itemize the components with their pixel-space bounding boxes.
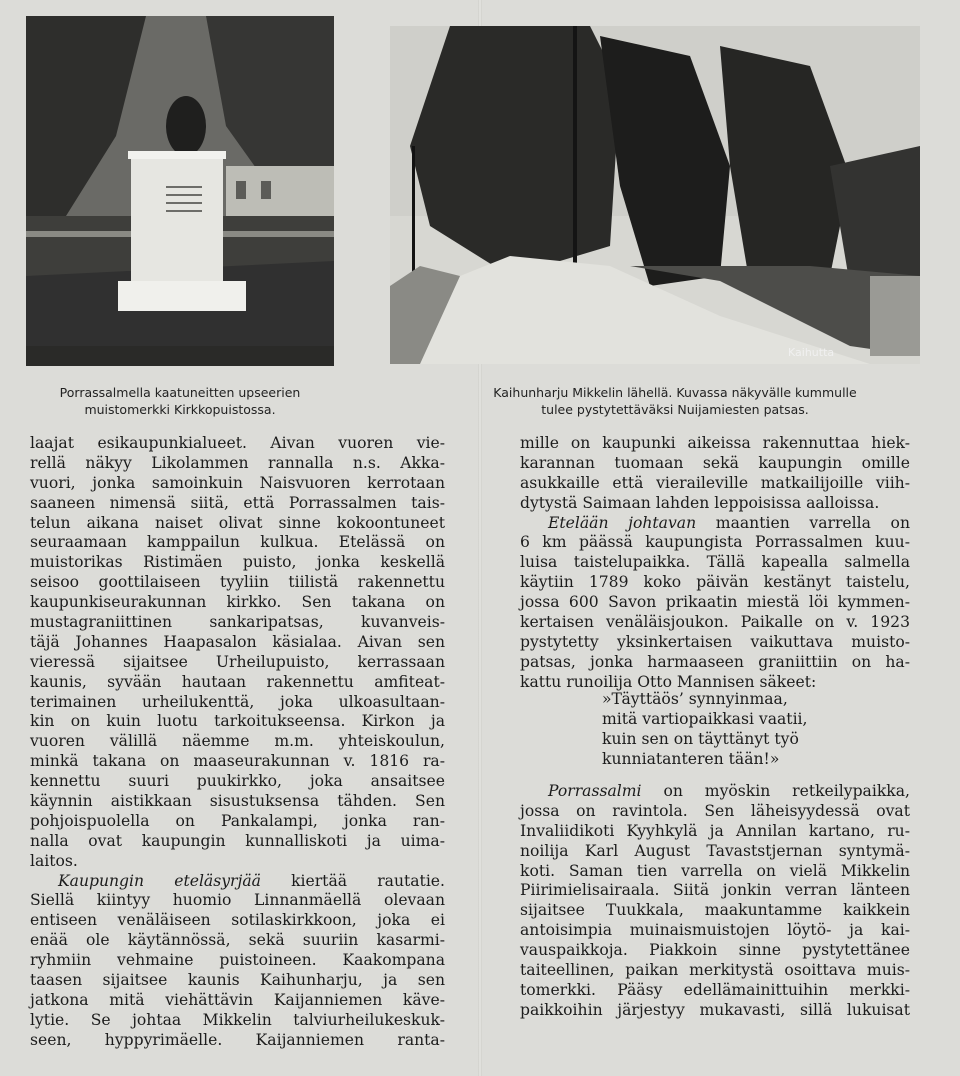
caption-line: Kaihunharju Mikkelin lähellä. Kuvassa näkyvälle kummulle (493, 385, 857, 400)
caption-line: Porrassalmella kaatuneitten upseerien (59, 385, 301, 400)
right-text-column (520, 434, 910, 693)
text-line: taiteellinen, paikan merkitystä osoittava muis- (520, 961, 910, 980)
text-line: luisa taistelupaikka. Tällä kapealla salmella (520, 553, 910, 572)
caption-line: tulee pystytettäväksi Nuijamiesten patsas. (541, 402, 809, 417)
text-line: pohjoispuolella on Pankalampi, jonka ran- (30, 811, 445, 830)
text-line: patsas, jonka harmaaseen graniittiin on ha- (520, 652, 910, 671)
text-line: vieressä sijaitsee Urheilupuisto, kerrassaan (30, 652, 445, 671)
text-fragment: on myöskin retkeilypaikka, (641, 782, 910, 800)
text-line: telun aikana naiset olivat sinne kokoontuneet (30, 513, 445, 532)
text-line: Siellä kiintyy huomio Linnanmäellä olevaan (30, 891, 445, 910)
text-line: laajat esikaupunkialueet. Aivan vuoren vie- (30, 434, 445, 452)
text-line: seen, hyppyrimäelle. Kaijanniemen ranta- (30, 1030, 445, 1049)
text-line: entiseen venäläiseen sotilaskirkkoon, joka ei (30, 911, 445, 930)
text-line: jossa on ravintola. Sen läheisyydessä ovat (520, 801, 910, 820)
text-line: ryhmiin vehmaine puistoineen. Kaakompana (30, 951, 445, 970)
text-line: 6 km päässä kaupungista Porrassalmen kuu- (520, 533, 910, 552)
text-line: koti. Saman tien varrella on vielä Mikkelin (520, 861, 910, 880)
text-line: antoisimpia muinaismuistojen löytö- ja kai- (520, 921, 910, 940)
text-line: Piirimielisairaala. Siitä jonkin verran länteen (520, 881, 910, 900)
text-line: sijaitsee Tuukkala, maakuntamme kaikkein (520, 901, 910, 920)
italic-lead-line (30, 872, 445, 892)
text-line: saaneen nimensä siitä, että Porrassalmen tais- (30, 493, 445, 512)
text-line: dytystä Saimaan lahden leppoisissa aalloissa. (520, 493, 880, 512)
poem-quote (602, 690, 902, 770)
text-line: seuraamaan kamppailun kulkua. Etelässä on (30, 533, 445, 552)
text-line: nalla ovat kaupungin kunnalliskoti ja uima- (30, 831, 445, 850)
text-line: käynnin aistikkaan sisustuksensa tähden. Sen (30, 792, 445, 811)
ridge-road-image (390, 26, 920, 364)
text-line: jatkona mitä viehättävin Kaijanniemen käve- (30, 990, 445, 1009)
text-line: laitos. (30, 851, 78, 870)
right-text-column-lower (520, 782, 910, 1021)
text-line: tomerkki. Pääsy edellämainittuihin merkki- (520, 980, 910, 999)
italic-phrase: Kaupungin eteläsyrjää (58, 871, 261, 890)
text-line: taasen sijaitsee kaunis Kaihunharju, ja sen (30, 971, 445, 990)
text-line: paikkoihin järjestyy mukavasti, sillä lukuisat (520, 1000, 910, 1019)
text-line: kennettu suuri puukirkko, joka ansaitsee (30, 772, 445, 791)
text-line: kattu runoilija Otto Mannisen säkeet: (520, 672, 817, 691)
memorial-image (26, 16, 334, 366)
text-line: kaunis, syvään hautaan rakennettu amfiteat- (30, 672, 445, 691)
text-line: vuoren välillä näemme m.m. yhteiskoulun, (30, 732, 445, 751)
text-line: terimainen urheilukenttä, joka ulkoasultaan- (30, 692, 445, 711)
left-text-column (30, 434, 445, 1051)
text-line: rellä näkyy Likolammen rannalla n.s. Akka- (30, 453, 445, 472)
text-line: täjä Johannes Haapasalon käsialaa. Aivan sen (30, 632, 445, 651)
text-line: mille on kaupunki aikeissa rakennuttaa hiek- (520, 434, 910, 452)
text-line: käytiin 1789 koko päivän kestänyt taistelu, (520, 573, 910, 592)
text-line: Invaliidikoti Kyyhkylä ja Annilan kartano, ru- (520, 821, 910, 840)
text-line: karannan tuomaan sekä kaupungin omille (520, 453, 910, 472)
text-line: muistorikas Ristimäen puisto, jonka keskellä (30, 553, 445, 572)
text-line: kin on kuin luotu tarkoitukseensa. Kirkon ja (30, 712, 445, 731)
text-line: mustagraniittinen sankaripatsas, kuvanveis- (30, 613, 445, 632)
right-photo-caption (420, 384, 930, 418)
poem-line: mitä vartiopaikkasi vaatii, (602, 709, 808, 728)
text-line: minkä takana on maaseurakunnan v. 1816 ra- (30, 752, 445, 771)
text-line: enää ole käytännössä, sekä suuriin kasarmi- (30, 931, 445, 950)
italic-lead-line (520, 782, 910, 802)
caption-line: muistomerkki Kirkkopuistossa. (84, 402, 276, 417)
text-line: lytie. Se johtaa Mikkelin talviurheilukeskuk- (30, 1010, 445, 1029)
text-line: seisoo goottilaiseen tyyliin tiilistä rakennettu (30, 573, 445, 592)
text-line: pystytetty yksinkertaisen vaikuttava muisto- (520, 632, 910, 651)
italic-phrase: Etelään johtavan (548, 513, 697, 532)
poem-line: kuin sen on täyttänyt työ (602, 729, 799, 748)
poem-line: kunniatanteren tään!» (602, 749, 780, 768)
memorial-photo (26, 16, 334, 366)
text-line: noilija Karl August Tavaststjernan syntymä- (520, 841, 910, 860)
text-fragment: kiertää rautatie. (260, 871, 445, 890)
kaihunharju-photo (390, 26, 920, 364)
text-line: kaupunkiseurakunnan kirkko. Sen takana on (30, 593, 445, 612)
text-fragment: maantien varrella on (696, 513, 910, 532)
text-line: vuori, jonka samoinkuin Naisvuoren kerrotaan (30, 473, 445, 492)
italic-phrase: Porrassalmi (548, 782, 642, 800)
text-line: vauspaikkoja. Piakkoin sinne pystytettänee (520, 941, 910, 960)
text-line: jossa 600 Savon prikaatin miestä löi kymmen- (520, 593, 910, 612)
left-photo-caption (26, 384, 334, 418)
poem-line: »Täyttäös’ synnyinmaa, (602, 690, 788, 708)
photo-overlay-label: Kaihutta (788, 346, 835, 359)
text-line: asukkaille että vieraileville matkailijoille viih- (520, 473, 910, 492)
italic-lead-line (520, 514, 910, 534)
text-line: kertaisen venäläisjoukon. Paikalle on v. 1923 (520, 613, 910, 632)
